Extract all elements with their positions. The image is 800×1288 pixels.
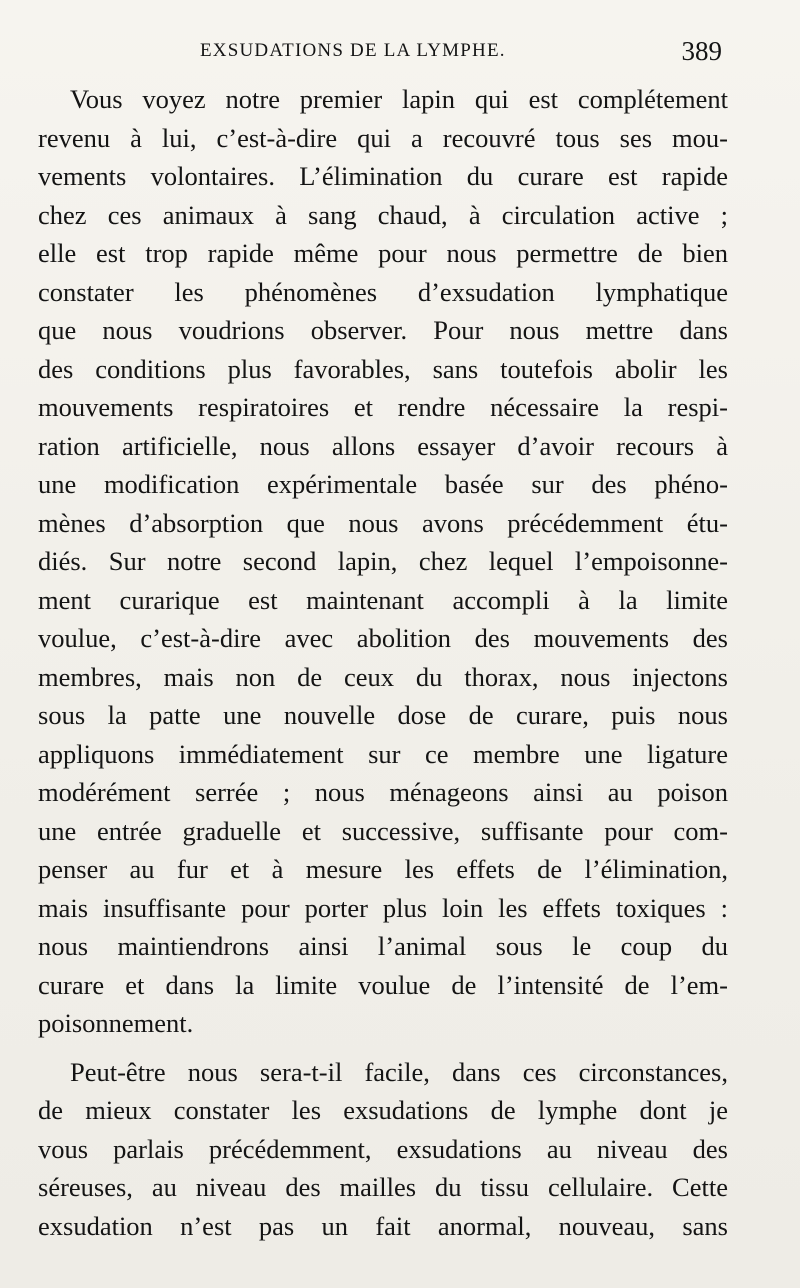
- text-line: que nous voudrions observer. Pour nous mettre dans: [38, 315, 728, 345]
- paragraph-1: [38, 80, 728, 1043]
- chapter-title: EXSUDATIONS DE LA LYMPHE.: [200, 40, 506, 61]
- text-line: une entrée graduelle et successive, suffisante pour com-: [38, 815, 728, 846]
- paragraph-2: [38, 1053, 728, 1246]
- text-line: curare et dans la limite voulue de l’intensité de l’em-: [38, 969, 728, 1000]
- text-line: séreuses, au niveau des mailles du tissu cellulaire. Cette: [38, 1172, 728, 1202]
- text-line: modérément serrée ; nous ménageons ainsi au poison: [38, 777, 728, 807]
- text-line: mènes d’absorption que nous avons précédemment étu-: [38, 507, 728, 538]
- paragraph-gap: [38, 1043, 728, 1053]
- page-number: 389: [681, 36, 722, 66]
- text-line: exsudation n’est pas un fait anormal, nouveau, sans: [38, 1210, 728, 1241]
- text-line: Peut-être nous sera-t-il facile, dans ces circonstances,: [70, 1056, 728, 1087]
- text-line: Vous voyez notre premier lapin qui est complétement: [70, 84, 728, 114]
- text-line: sous la patte une nouvelle dose de curare, puis nous: [38, 700, 728, 730]
- text-line: ment curarique est maintenant accompli à la limite: [38, 584, 728, 615]
- text-line: membres, mais non de ceux du thorax, nous injectons: [38, 661, 728, 692]
- text-line: voulue, c’est-à-dire avec abolition des mouvements des: [38, 623, 728, 653]
- text-line: chez ces animaux à sang chaud, à circulation active ;: [38, 199, 728, 230]
- text-line: elle est trop rapide même pour nous permettre de bien: [38, 238, 728, 268]
- text-line: de mieux constater les exsudations de lymphe dont je: [38, 1095, 728, 1125]
- text-line: mouvements respiratoires et rendre nécessaire la respi-: [38, 392, 728, 422]
- text-line: mais insuffisante pour porter plus loin les effets toxiques :: [38, 892, 728, 923]
- text-line: penser au fur et à mesure les effets de l’élimination,: [38, 854, 728, 884]
- text-line: des conditions plus favorables, sans toutefois abolir les: [38, 353, 728, 384]
- text-line: appliquons immédiatement sur ce membre une ligature: [38, 738, 728, 769]
- text-line: revenu à lui, c’est-à-dire qui a recouvré tous ses mou-: [38, 122, 728, 153]
- text-line: vous parlais précédemment, exsudations au niveau des: [38, 1133, 728, 1164]
- text-line: une modification expérimentale basée sur des phéno-: [38, 469, 728, 499]
- text-line: ration artificielle, nous allons essayer d’avoir recours à: [38, 430, 728, 461]
- text-line: poisonnement.: [38, 1008, 194, 1038]
- text-line: diés. Sur notre second lapin, chez lequel l’empoisonne-: [38, 546, 728, 576]
- body-text: [38, 80, 728, 1245]
- text-line: nous maintiendrons ainsi l’animal sous le coup du: [38, 931, 728, 961]
- text-line: constater les phénomènes d’exsudation lymphatique: [38, 276, 728, 307]
- running-header: [200, 36, 730, 68]
- text-line: vements volontaires. L’élimination du curare est rapide: [38, 161, 728, 191]
